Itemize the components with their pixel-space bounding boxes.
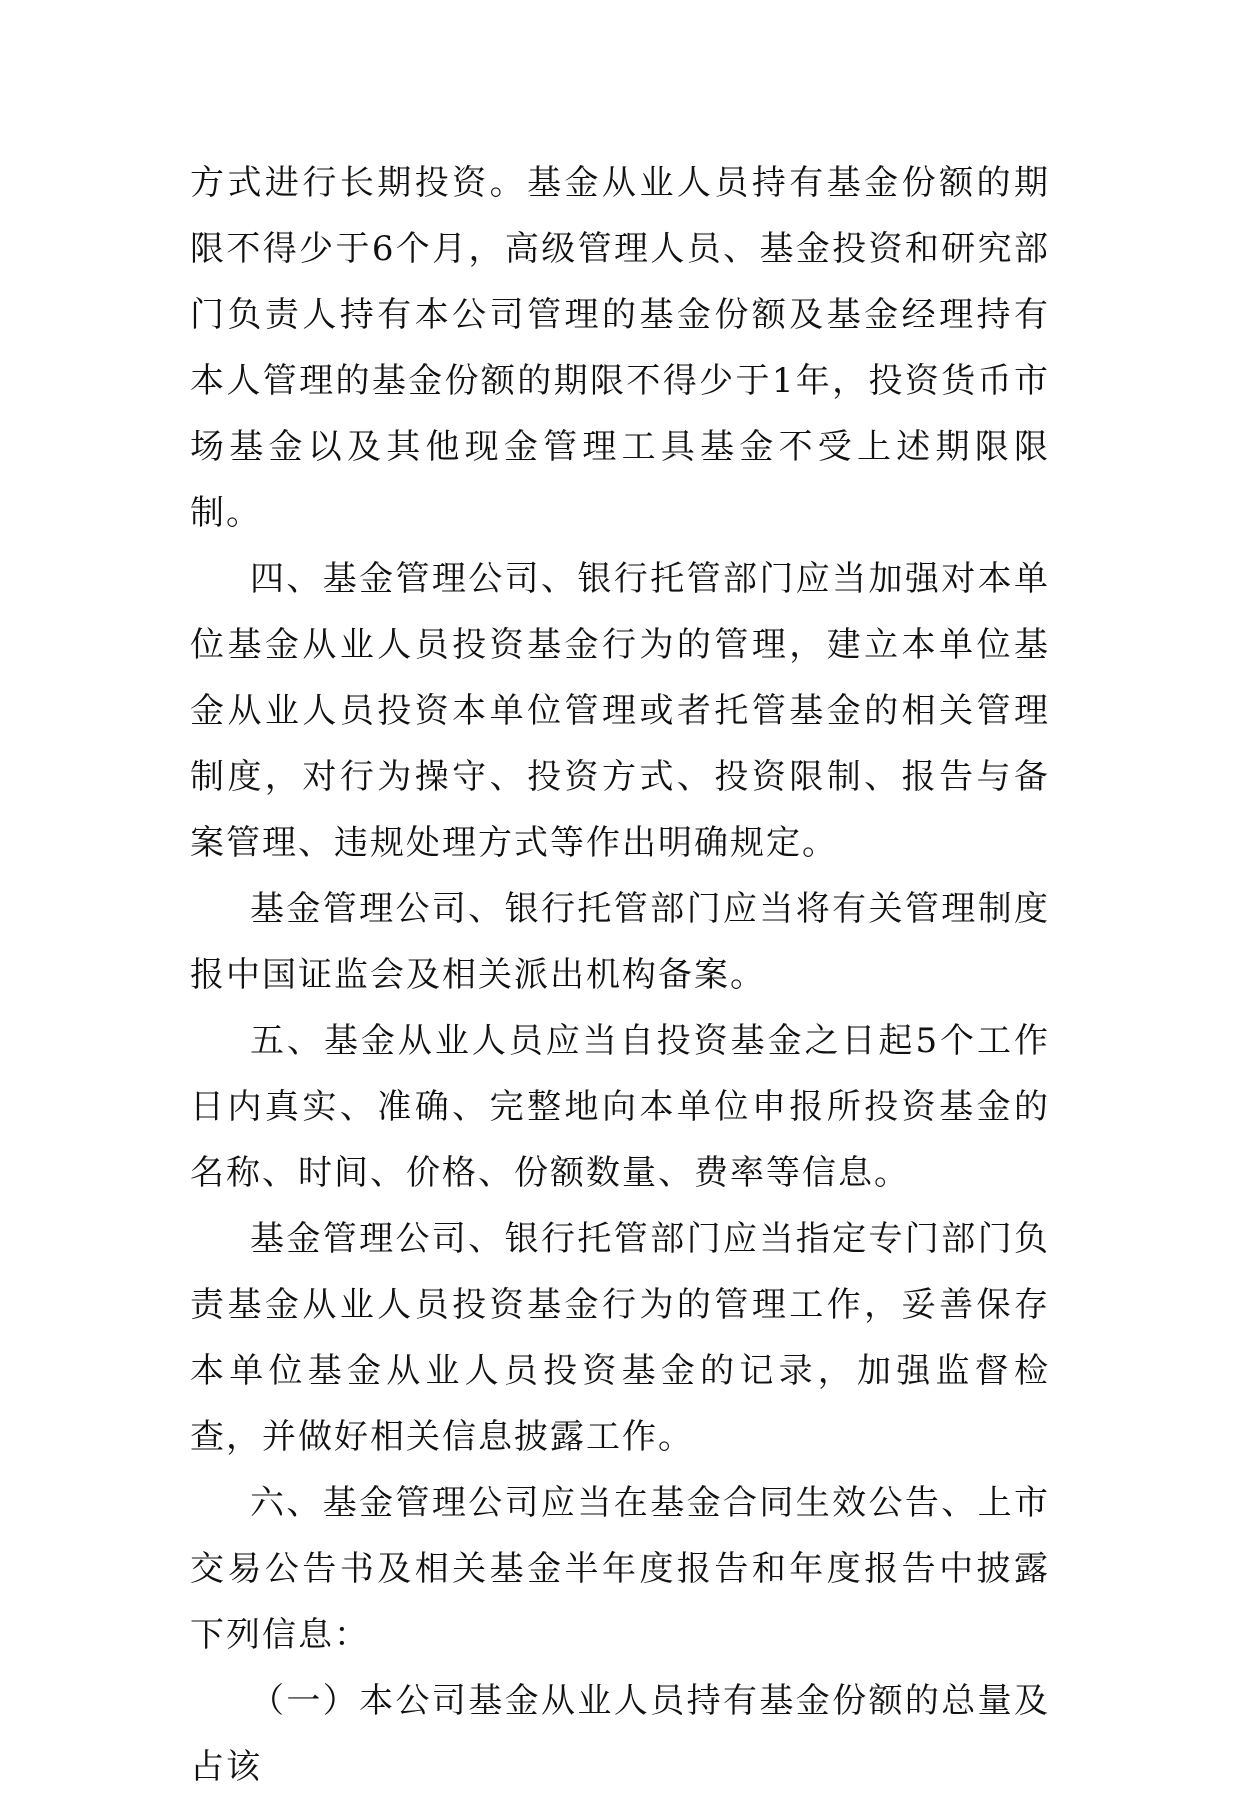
document-body — [190, 150, 1050, 1800]
paragraph-1: 方式进行长期投资。基金从业人员持有基金份额的期限不得少于6个月，高级管理人员、基金投资和研究部门负责人持有本公司管理的基金份额及基金经理持有本人管理的基金份额的期限不得少于1年，投资货币市场基金以及其他现金管理工具基金不受上述期限限制。 — [190, 163, 1050, 533]
paragraph-4: 五、基金从业人员应当自投资基金之日起5个工作日内真实、准确、完整地向本单位申报所投资基金的名称、时间、价格、份额数量、费率等信息。 — [190, 1021, 1050, 1193]
paragraph-7: （一）本公司基金从业人员持有基金份额的总量及占该 — [190, 1681, 1050, 1787]
paragraph-2: 四、基金管理公司、银行托管部门应当加强对本单位基金从业人员投资基金行为的管理，建立本单位基金从业人员投资本单位管理或者托管基金的相关管理制度，对行为操守、投资方式、投资限制、报告与备案管理、违规处理方式等作出明确规定。 — [190, 559, 1050, 863]
paragraph-3: 基金管理公司、银行托管部门应当将有关管理制度报中国证监会及相关派出机构备案。 — [190, 889, 1050, 995]
paragraph-6: 六、基金管理公司应当在基金合同生效公告、上市交易公告书及相关基金半年度报告和年度报告中披露下列信息： — [190, 1483, 1050, 1655]
paragraph-5: 基金管理公司、银行托管部门应当指定专门部门负责基金从业人员投资基金行为的管理工作，妥善保存本单位基金从业人员投资基金的记录，加强监督检查，并做好相关信息披露工作。 — [190, 1219, 1050, 1457]
